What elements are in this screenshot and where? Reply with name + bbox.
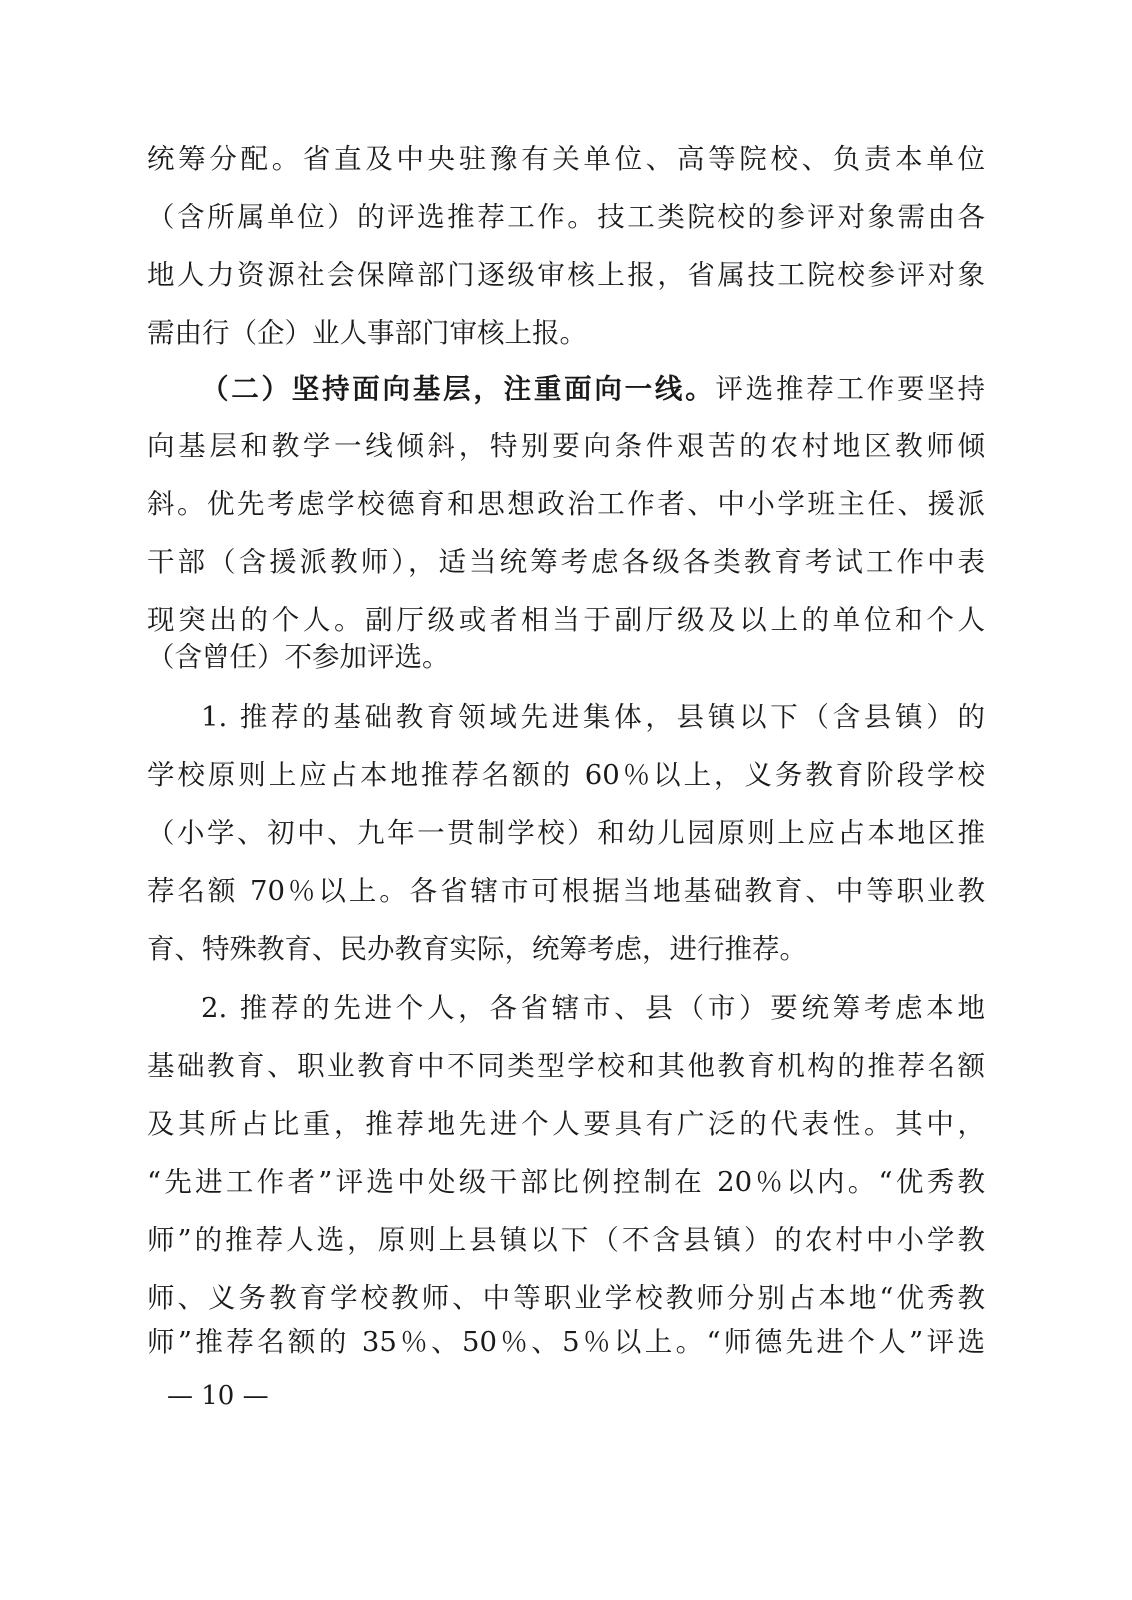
paragraph-line: “先进工作者”评选中处级干部比例控制在 20％以内。“优秀教 bbox=[147, 1166, 985, 1198]
paragraph-line: 师”推荐名额的 35％、50％、5％以上。“师德先进个人”评选 bbox=[147, 1326, 985, 1358]
paragraph-line: 师”的推荐人选，原则上县镇以下（不含县镇）的农村中小学教 bbox=[147, 1224, 985, 1256]
paragraph-line: 荐名额 70％以上。各省辖市可根据当地基础教育、中等职业教 bbox=[147, 875, 985, 907]
list-item-2-line: 2. 推荐的先进个人，各省辖市、县（市）要统筹考虑本地 bbox=[201, 992, 985, 1024]
paragraph-line: （小学、初中、九年一贯制学校）和幼儿园原则上应占本地区推 bbox=[147, 817, 985, 849]
paragraph-line: （含曾任）不参加评选。 bbox=[147, 641, 450, 673]
paragraph-line: 及其所占比重，推荐地先进个人要具有广泛的代表性。其中， bbox=[147, 1108, 985, 1140]
paragraph-line: 统筹分配。省直及中央驻豫有关单位、高等院校、负责本单位 bbox=[147, 143, 985, 175]
paragraph-line: 需由行（企）业人事部门审核上报。 bbox=[147, 317, 587, 349]
list-item-1-line: 1. 推荐的基础教育领域先进集体，县镇以下（含县镇）的 bbox=[201, 701, 985, 733]
paragraph-line: 地人力资源社会保障部门逐级审核上报，省属技工院校参评对象 bbox=[147, 259, 985, 291]
paragraph-line: 现突出的个人。副厅级或者相当于副厅级及以上的单位和个人 bbox=[147, 604, 985, 636]
section-heading-line bbox=[201, 369, 985, 409]
paragraph-text: 评选推荐工作要坚持 bbox=[715, 373, 986, 405]
paragraph-line: （含所属单位）的评选推荐工作。技工类院校的参评对象需由各 bbox=[147, 201, 985, 233]
section-heading: （二）坚持面向基层，注重面向一线。 bbox=[201, 373, 716, 405]
paragraph-line: 基础教育、职业教育中不同类型学校和其他教育机构的推荐名额 bbox=[147, 1050, 985, 1082]
paragraph-line: 师、义务教育学校教师、中等职业学校教师分别占本地“优秀教 bbox=[147, 1282, 985, 1314]
paragraph-line: 学校原则上应占本地推荐名额的 60％以上，义务教育阶段学校 bbox=[147, 759, 985, 791]
paragraph-line: 斜。优先考虑学校德育和思想政治工作者、中小学班主任、援派 bbox=[147, 488, 985, 520]
paragraph-line: 干部（含援派教师），适当统筹考虑各级各类教育考试工作中表 bbox=[147, 546, 985, 578]
paragraph-line: 育、特殊教育、民办教育实际，统筹考虑，进行推荐。 bbox=[147, 933, 807, 965]
paragraph-line: 向基层和教学一线倾斜，特别要向条件艰苦的农村地区教师倾 bbox=[147, 430, 985, 462]
page-number: — 10 — bbox=[167, 1381, 269, 1411]
